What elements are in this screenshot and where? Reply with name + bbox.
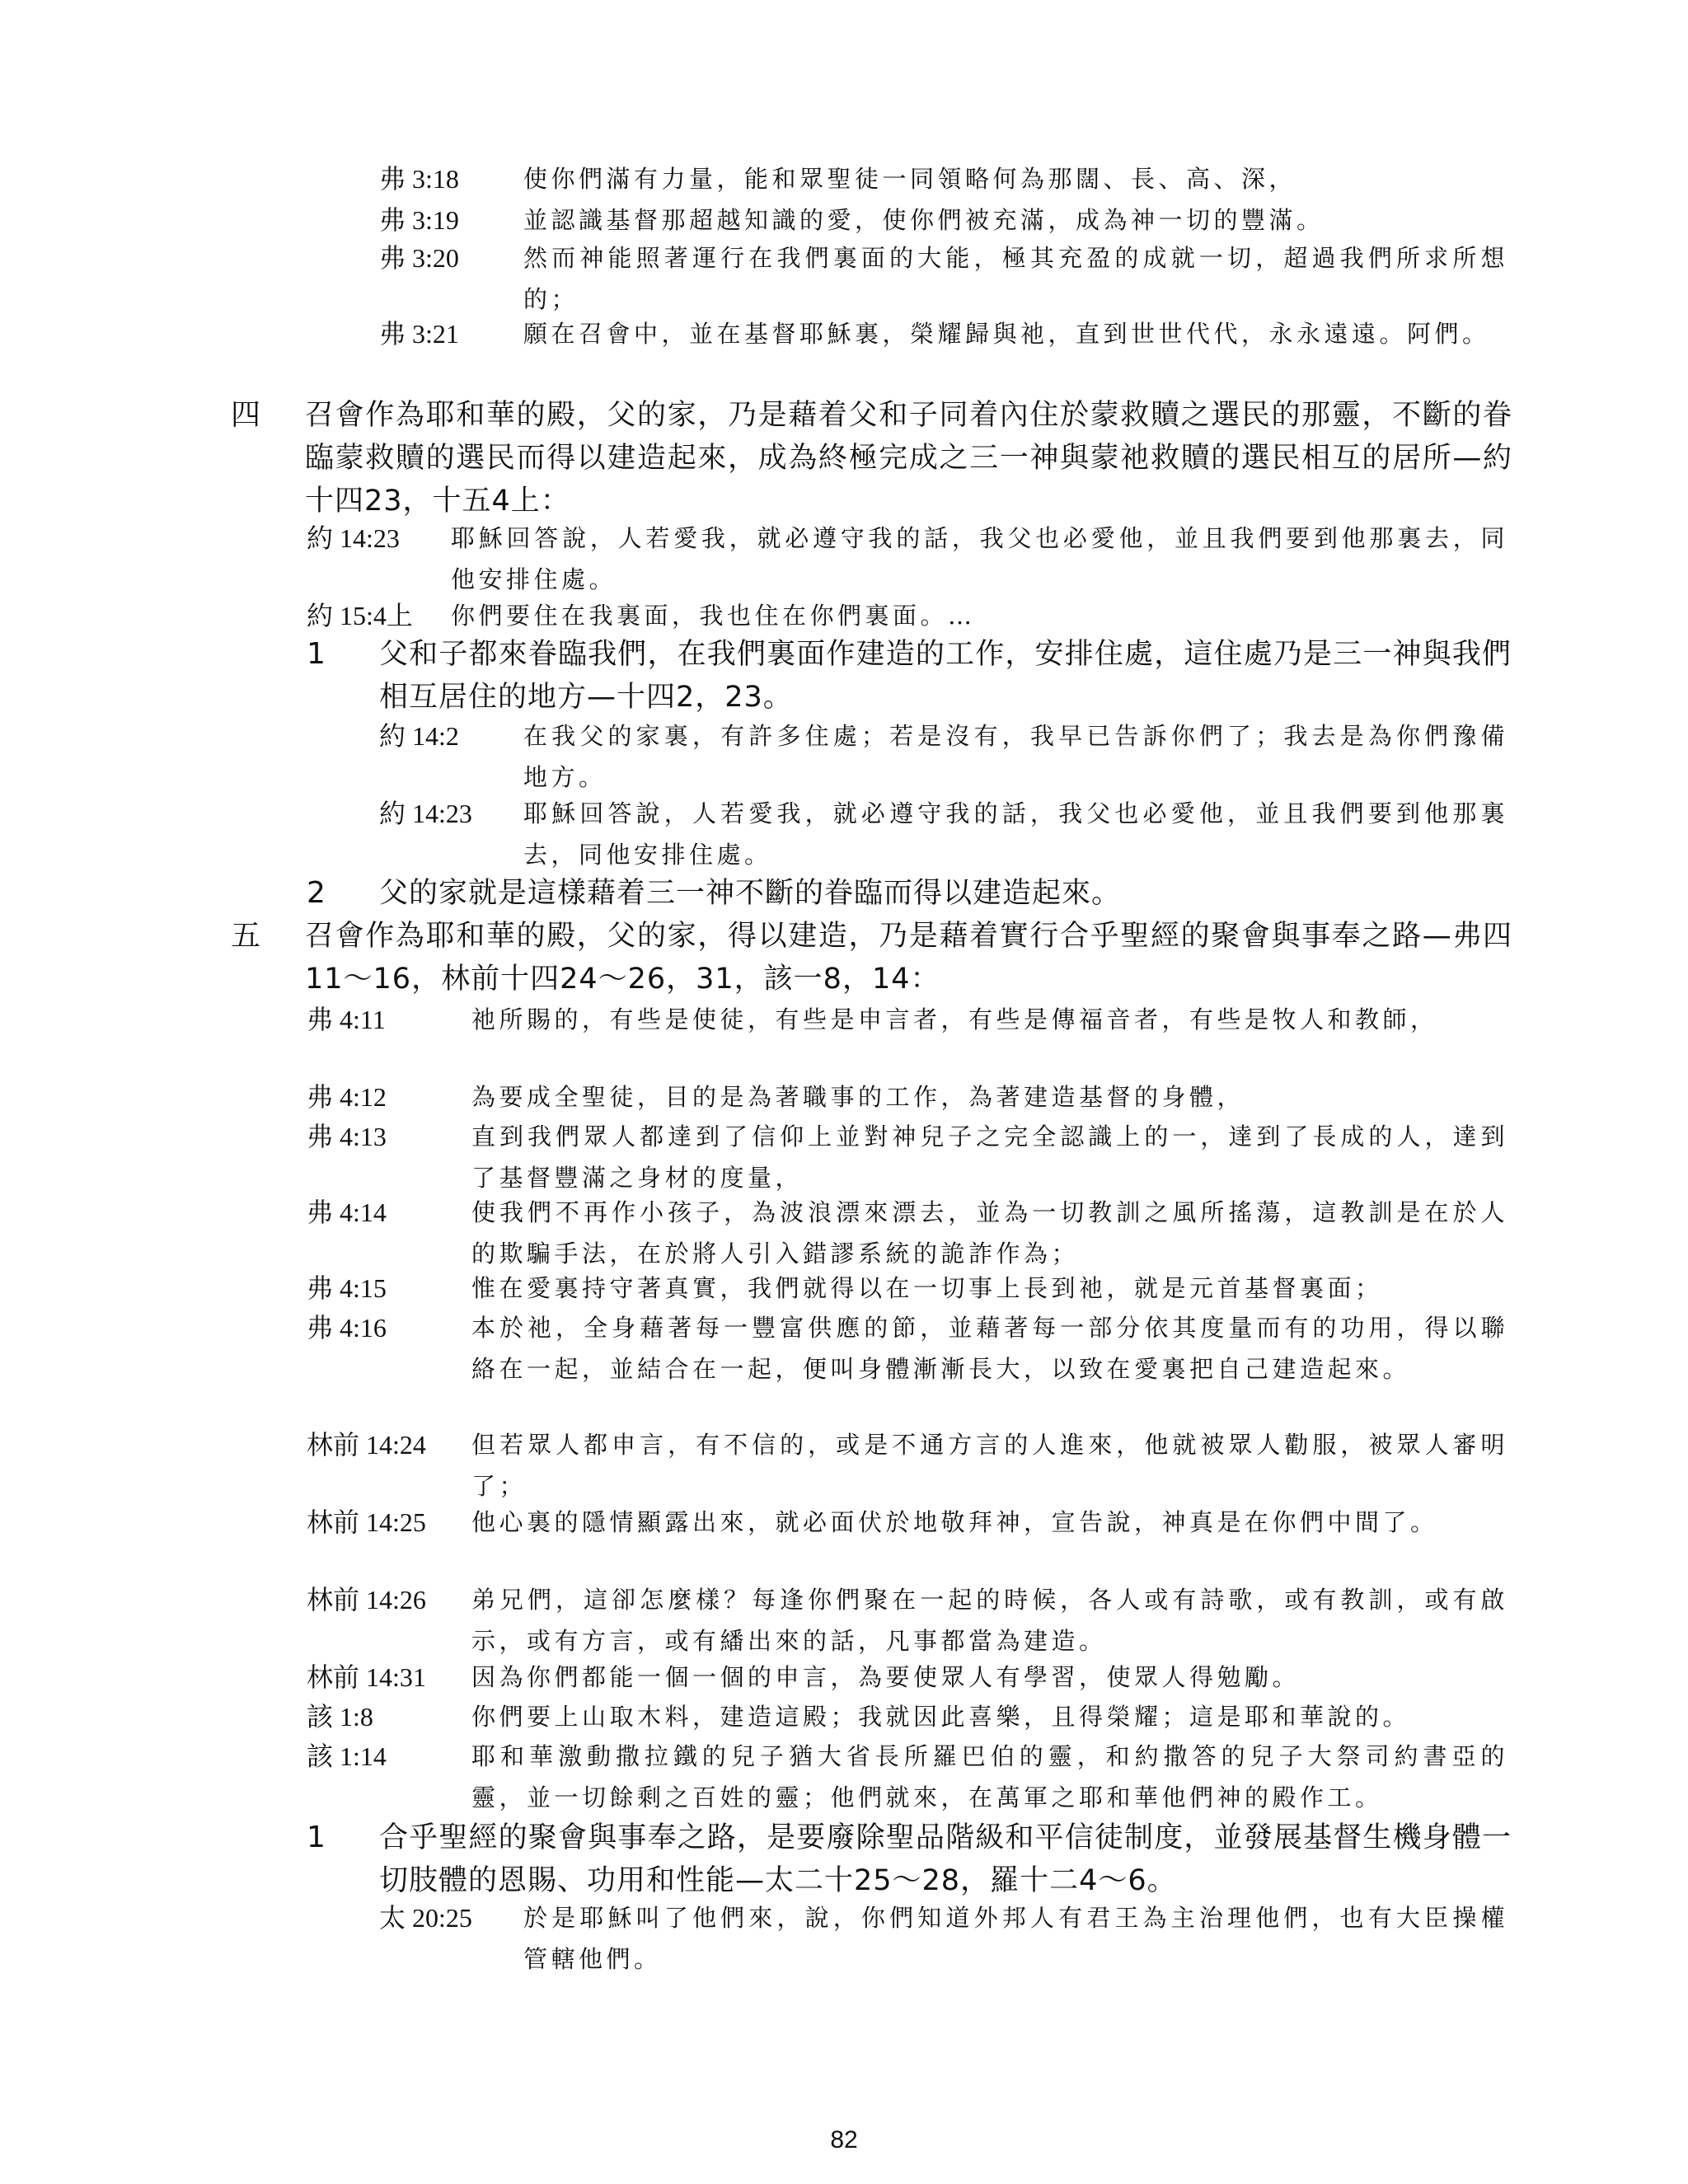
verse-ref: 弗 4:13	[307, 1122, 387, 1151]
verse-ref: 林前 14:25	[307, 1507, 426, 1537]
verse-eph-4-11	[307, 999, 1508, 1040]
point-text: 召會作為耶和華的殿，父的家，乃是藉着父和子同着內住於蒙救贖之選民的那靈，不斷的眷臨蒙救贖的選民而得以建造起來，成為終極完成之三一神與蒙祂救贖的選民相互的居所—約十四23，十五4上：	[305, 399, 1512, 518]
verse-eph-4-14	[307, 1192, 1508, 1274]
verse-text: 為要成全聖徒，目的是為著職事的工作，為著建造基督的身體，	[471, 1083, 1245, 1111]
verse-eph-3-18	[379, 158, 1508, 199]
verse-ref: 弗 4:12	[307, 1082, 387, 1112]
verse-john-14-2	[379, 715, 1508, 798]
point-text: 父和子都來眷臨我們，在我們裏面作建造的工作，安排住處，這住處乃是三一神與我們相互居住的地方—十四2，23。	[379, 638, 1512, 714]
verse-ref: 林前 14:26	[307, 1585, 426, 1615]
point-marker: 2	[307, 876, 326, 910]
verse-text: 耶穌回答說，人若愛我，就必遵守我的話，我父也必愛他，並且我們要到他那裏去，同他安排住處。	[451, 524, 1508, 593]
verse-1cor-14-25	[307, 1502, 1508, 1543]
verse-ref: 弗 3:19	[379, 205, 459, 235]
verse-ref: 弗 4:15	[307, 1273, 387, 1303]
verse-1cor-14-31	[307, 1657, 1508, 1698]
verse-text: 但若眾人都申言，有不信的，或是不通方言的人進來，他就被眾人勸服，被眾人審明了；	[471, 1431, 1508, 1500]
verse-ref: 約 14:23	[379, 799, 472, 828]
verse-text: 他心裏的隱情顯露出來，就必面伏於地敬拜神，宣告說，神真是在你們中間了。	[471, 1508, 1438, 1536]
verse-eph-3-19	[379, 199, 1508, 241]
verse-ref: 弗 3:20	[379, 243, 459, 273]
verse-matt-20-25	[379, 1897, 1508, 1980]
verse-text: 因為你們都能一個一個的申言，為要使眾人有學習，使眾人得勉勵。	[471, 1663, 1301, 1691]
verse-text: 在我父的家裏，有許多住處；若是沒有，我早已告訴你們了；我去是為你們豫備地方。	[523, 722, 1508, 791]
outline-subpoint-5-1	[307, 1816, 1512, 1902]
verse-text: 耶穌回答說，人若愛我，就必遵守我的話，我父也必愛他，並且我們要到他那裏去，同他安排住處。	[523, 799, 1508, 869]
verse-ref: 弗 3:21	[379, 319, 459, 349]
verse-ref: 太 20:25	[379, 1903, 472, 1933]
verse-john-15-4a	[307, 595, 1508, 636]
verse-1cor-14-24	[307, 1424, 1508, 1507]
verse-ref: 弗 3:18	[379, 164, 459, 194]
verse-ref: 林前 14:31	[307, 1662, 426, 1692]
outline-point-four	[231, 394, 1512, 523]
verse-hag-1-8	[307, 1696, 1508, 1737]
point-text: 召會作為耶和華的殿，父的家，得以建造，乃是藉着實行合乎聖經的聚會與事奉之路—弗四11～16，林前十四24～26，31，該一8，14：	[305, 920, 1512, 996]
verse-1cor-14-26	[307, 1579, 1508, 1661]
verse-text: 弟兄們，這卻怎麼樣？每逢你們聚在一起的時候，各人或有詩歌，或有教訓，或有啟示，或有方言，或有繙出來的話，凡事都當為建造。	[471, 1586, 1508, 1655]
verse-ref: 約 14:23	[307, 523, 400, 553]
outline-point-five	[231, 915, 1512, 1001]
outline-subpoint-4-1	[307, 633, 1512, 719]
verse-text: 直到我們眾人都達到了信仰上並對神兒子之完全認識上的一，達到了長成的人，達到了基督豐滿之身材的度量，	[471, 1122, 1508, 1192]
verse-text: 使我們不再作小孩子，為波浪漂來漂去，並為一切教訓之風所搖蕩，這教訓是在於人的欺騙手法，在於將人引入錯謬系統的詭詐作為；	[471, 1198, 1508, 1268]
verse-ref: 弗 4:11	[307, 1005, 386, 1034]
verse-eph-3-21	[379, 313, 1508, 354]
verse-ref: 該 1:8	[307, 1702, 373, 1732]
verse-ref: 約 14:2	[379, 721, 459, 751]
verse-john-14-23	[307, 518, 1508, 600]
page-number: 82	[830, 2126, 858, 2154]
verse-text: 然而神能照著運行在我們裏面的大能，極其充盈的成就一切，超過我們所求所想的；	[523, 244, 1508, 313]
verse-eph-3-20	[379, 237, 1508, 320]
verse-john-14-23b	[379, 793, 1508, 875]
point-marker: 五	[231, 919, 261, 953]
verse-text: 祂所賜的，有些是使徒，有些是申言者，有些是傳福音者，有些是牧人和教師，	[471, 1005, 1438, 1033]
outline-subpoint-4-2	[307, 872, 1512, 915]
verse-ref: 林前 14:24	[307, 1430, 426, 1460]
verse-text: 你們要上山取木料，建造這殿；我就因此喜樂，且得榮耀；這是耶和華說的。	[471, 1703, 1411, 1731]
verse-eph-4-13	[307, 1116, 1508, 1198]
point-marker: 1	[307, 637, 326, 671]
verse-text: 你們要住在我裏面，我也住在你們裏面。…	[451, 602, 976, 630]
verse-ref: 弗 4:16	[307, 1313, 387, 1343]
verse-ref: 該 1:14	[307, 1741, 387, 1771]
verse-text: 使你們滿有力量，能和眾聖徒一同領略何為那闊、長、高、深，	[523, 165, 1297, 193]
verse-ref: 弗 4:14	[307, 1197, 387, 1227]
point-marker: 四	[231, 398, 261, 432]
point-marker: 1	[307, 1821, 326, 1854]
verse-text: 於是耶穌叫了他們來，說，你們知道外邦人有君王為主治理他們，也有大臣操權管轄他們。	[523, 1904, 1508, 1973]
verse-text: 耶和華激動撒拉鐵的兒子猶大省長所羅巴伯的靈，和約撒答的兒子大祭司約書亞的靈，並一切餘剩之百姓的靈；他們就來，在萬軍之耶和華他們神的殿作工。	[471, 1742, 1508, 1811]
verse-eph-4-12	[307, 1076, 1508, 1118]
verse-eph-4-16	[307, 1307, 1508, 1390]
point-text: 合乎聖經的聚會與事奉之路，是要廢除聖品階級和平信徒制度，並發展基督生機身體一切肢體的恩賜、功用和性能—太二十25～28，羅十二4～6。	[379, 1821, 1512, 1897]
verse-text: 本於祂，全身藉著每一豐富供應的節，並藉著每一部分依其度量而有的功用，得以聯絡在一起，並結合在一起，便叫身體漸漸長大，以致在愛裏把自己建造起來。	[471, 1314, 1508, 1383]
point-text: 父的家就是這樣藉着三一神不斷的眷臨而得以建造起來。	[379, 877, 1122, 910]
verse-text: 並認識基督那超越知識的愛，使你們被充滿，成為神一切的豐滿。	[523, 206, 1325, 234]
verse-eph-4-15	[307, 1268, 1508, 1309]
verse-hag-1-14	[307, 1736, 1508, 1818]
verse-text: 願在召會中，並在基督耶穌裏，榮耀歸與祂，直到世世代代，永永遠遠。阿們。	[523, 320, 1490, 348]
verse-text: 惟在愛裏持守著真實，我們就得以在一切事上長到祂，就是元首基督裏面；	[471, 1274, 1383, 1302]
verse-ref: 約 15:4上	[307, 601, 413, 630]
